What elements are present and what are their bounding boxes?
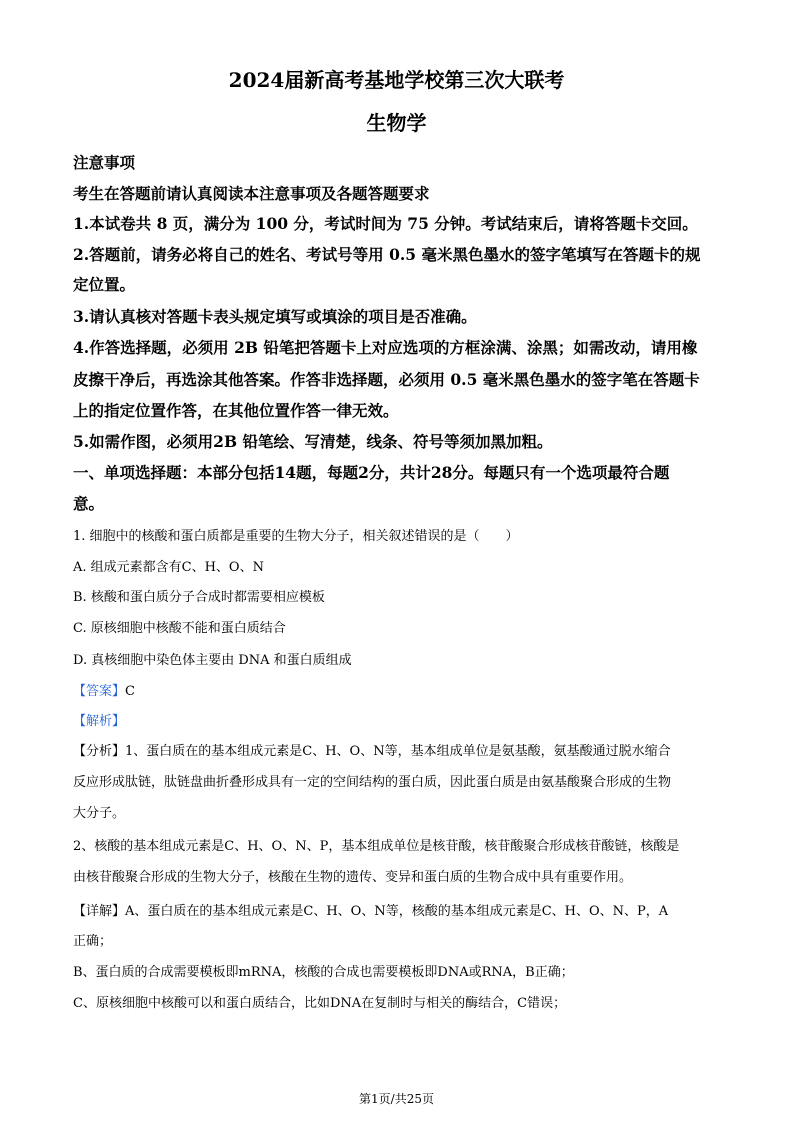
section-heading: 一、单项选择题：本部分包括14题，每题2分，共计28分。每题只有一个选项最符合题 <box>73 463 670 482</box>
explanation-line: 【分析】1、蛋白质在的基本组成元素是C、H、O、N等，基本组成单位是氨基酸，氨基酸通过脱水缩合 <box>73 744 671 759</box>
notice-line: 2.答题前，请务必将自己的姓名、考试号等用 0.5 毫米黑色墨水的签字笔填写在答题卡的规 <box>73 245 701 264</box>
explanation-line: 大分子。 <box>73 806 126 821</box>
document-title: 2024届新高考基地学校第三次大联考 <box>228 68 565 92</box>
explanation-line: 反应形成肽链，肽链盘曲折叠形成具有一定的空间结构的蛋白质，因此蛋白质是由氨基酸聚合形成的生物 <box>73 775 672 790</box>
explanation-line: 正确； <box>73 934 113 949</box>
notice-line: 1.本试卷共 8 页，满分为 100 分，考试时间为 75 分钟。考试结束后，请将答题卡交回。 <box>73 214 698 233</box>
answer-line <box>73 680 135 699</box>
explanation-line: C、原核细胞中核酸可以和蛋白质结合，比如DNA在复制时与相关的酶结合，C错误； <box>73 996 567 1011</box>
answer-label: 【答案】 <box>73 684 126 699</box>
notice-line: 4.作答选择题，必须用 2B 铅笔把答题卡上对应选项的方框涂满、涂黑；如需改动，请用橡 <box>73 338 698 357</box>
explanation-line: 2、核酸的基本组成元素是C、H、O、N、P，基本组成单位是核苷酸，核苷酸聚合形成核苷酸链，核酸是 <box>73 839 680 854</box>
section-heading: 意。 <box>73 494 105 513</box>
explanation-line: 由核苷酸聚合形成的生物大分子，核酸在生物的遗传、变异和蛋白质的生物合成中具有重要作用。 <box>73 870 633 885</box>
notice-line: 3.请认真核对答题卡表头规定填写或填涂的项目是否准确。 <box>73 307 477 326</box>
option-d: D. 真核细胞中染色体主要由 DNA 和蛋白质组成 <box>73 653 352 668</box>
explanation-line: 【详解】A、蛋白质在的基本组成元素是C、H、O、N等，核酸的基本组成元素是C、H、O、N、P，A <box>73 904 669 919</box>
notice-line: 皮擦干净后，再选涂其他答案。作答非选择题，必须用 0.5 毫米黑色墨水的签字笔在答题卡 <box>73 370 700 389</box>
option-a: A. 组成元素都含有C、H、O、N <box>73 560 264 575</box>
question-stem: 1. 细胞中的核酸和蛋白质都是重要的生物大分子，相关叙述错误的是（ ） <box>73 529 519 544</box>
option-c: C. 原核细胞中核酸不能和蛋白质结合 <box>73 621 286 636</box>
notice-line: 5.如需作图，必须用2B 铅笔绘、写清楚，线条、符号等须加黑加粗。 <box>73 432 553 451</box>
notice-line: 上的指定位置作答，在其他位置作答一律无效。 <box>73 401 399 420</box>
notice-heading: 注意事项 <box>73 153 136 172</box>
analysis-label: 【解析】 <box>73 714 126 729</box>
explanation-line: B、蛋白质的合成需要模板即mRNA，核酸的合成也需要模板即DNA或RNA，B正确； <box>73 965 574 980</box>
notice-line: 定位置。 <box>73 275 136 294</box>
page-number: 第1页/共25页 <box>359 1092 434 1106</box>
notice-line: 考生在答题前请认真阅读本注意事项及各题答题要求 <box>73 184 430 203</box>
subject-title: 生物学 <box>366 111 427 135</box>
option-b: B. 核酸和蛋白质分子合成时都需要相应模板 <box>73 590 325 605</box>
answer-value: C <box>125 684 135 699</box>
